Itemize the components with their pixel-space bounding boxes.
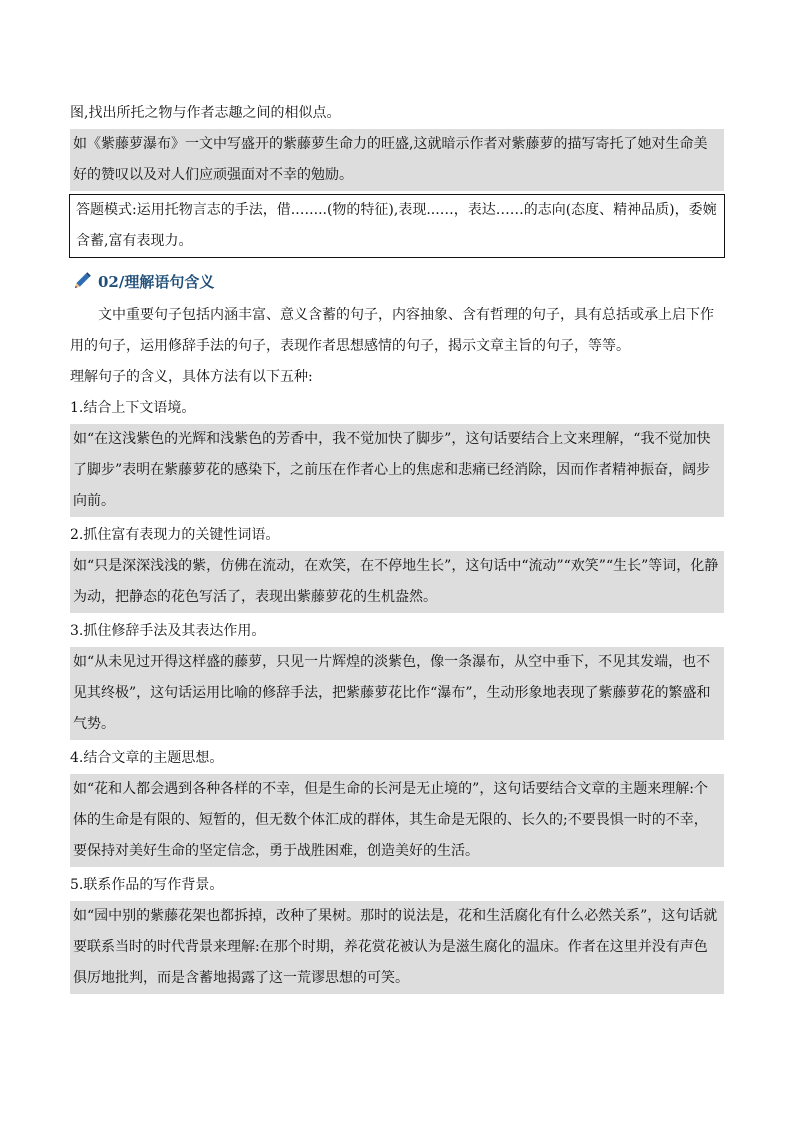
pencil-icon xyxy=(72,271,92,291)
section-heading-text: 02/理解语句含义 xyxy=(98,272,215,291)
answer-template-box xyxy=(69,194,725,258)
method-title-1: 1.结合上下文语境。 xyxy=(70,400,196,416)
answer-template: 答题模式:运用托物言志的手法，借.…....(物的特征),表现...…，表达……的志向(态度、精神品质)，委婉含蓄,富有表现力。 xyxy=(76,202,717,249)
section-heading xyxy=(70,262,724,300)
method-title-2: 2.抓住富有表现力的关键性词语。 xyxy=(70,527,280,543)
intro-line: 图,找出所托之物与作者志趣之间的相似点。 xyxy=(70,105,341,121)
section-intro: 文中重要句子包括内涵丰富、意义含蓄的句子，内容抽象、含有哲理的句子，具有总括或承上启下作用的句子，运用修辞手法的句子，表现作者思想感情的句子，揭示文章主旨的句子，等等。 xyxy=(70,307,714,354)
methods-intro: 理解句子的含义，具体方法有以下五种: xyxy=(70,369,313,385)
content-area xyxy=(70,98,724,997)
method-title-4: 4.结合文章的主题思想。 xyxy=(70,750,224,766)
method-example-2: 如“只是深深浅浅的紫，仿佛在流动，在欢笑，在不停地生长”，这句话中“流动”“欢笑”“生长”等词，化静为动，把静态的花色写活了，表现出紫藤萝花的生机盎然。 xyxy=(70,551,724,613)
intro-example: 如《紫藤萝瀑布》一文中写盛开的紫藤萝生命力的旺盛,这就暗示作者对紫藤萝的描写寄托了她对生命美好的赞叹以及对人们应顽强面对不幸的勉励。 xyxy=(70,129,724,191)
method-example-4: 如“花和人都会遇到各种各样的不幸，但是生命的长河是无止境的”，这句话要结合文章的主题来理解:个体的生命是有限的、短暂的，但无数个体汇成的群体，其生命是无限的、长久的;不要畏惧一时的不幸，要保持对美好生命的坚定信念，勇于战胜困难，创造美好的生活。 xyxy=(70,774,724,867)
method-example-1: 如“在这浅紫色的光辉和浅紫色的芳香中，我不觉加快了脚步”，这句话要结合上文来理解，“我不觉加快了脚步”表明在紫藤萝花的感染下，之前压在作者心上的焦虑和悲痛已经消除，因而作者精神振奋，阔步向前。 xyxy=(70,424,724,517)
method-example-5: 如“园中别的紫藤花架也都拆掉，改种了果树。那时的说法是，花和生活腐化有什么必然关系”，这句话就要联系当时的时代背景来理解:在那个时期，养花赏花被认为是滋生腐化的温床。作者在这里并没有声色俱厉地批判，而是含蓄地揭露了这一荒谬思想的可笑。 xyxy=(70,901,724,994)
method-title-5: 5.联系作品的写作背景。 xyxy=(70,877,224,893)
method-example-3: 如“从未见过开得这样盛的藤萝，只见一片辉煌的淡紫色，像一条瀑布，从空中垂下，不见其发端，也不见其终极”，这句话运用比喻的修辞手法，把紫藤萝花比作“瀑布”，生动形象地表现了紫藤萝花的繁盛和气势。 xyxy=(70,647,724,740)
method-title-3: 3.抓住修辞手法及其表达作用。 xyxy=(70,623,266,639)
